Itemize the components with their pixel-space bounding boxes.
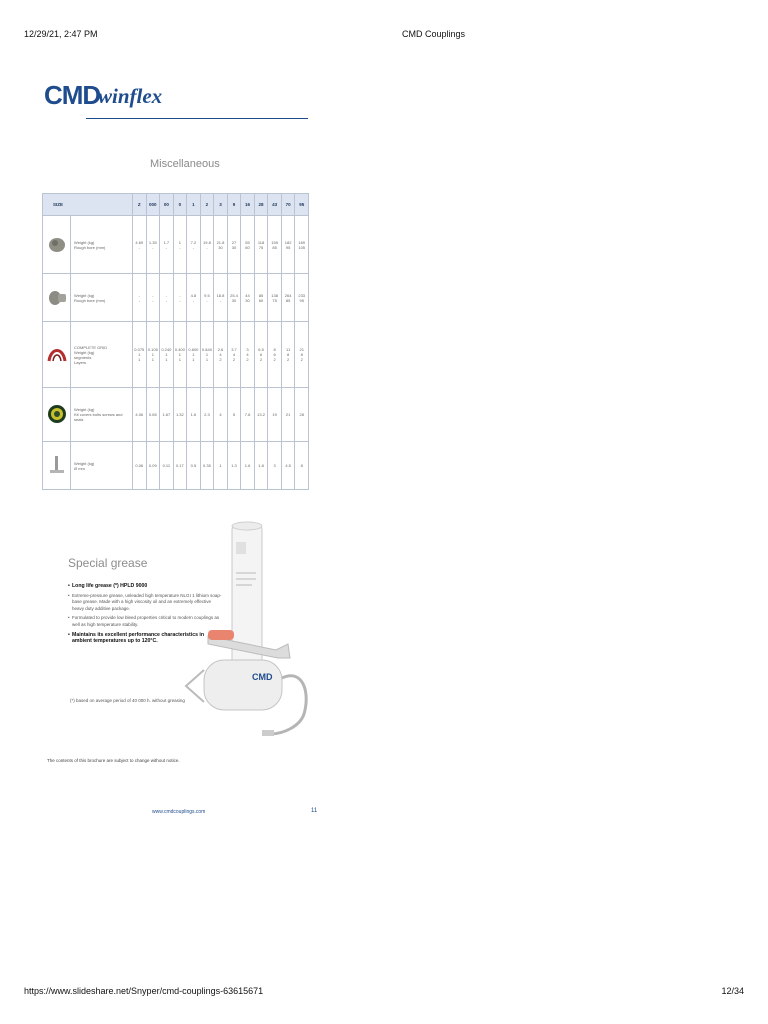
cell-value: 1.35: [148, 239, 157, 245]
gun-brand-label: CMD: [252, 672, 273, 682]
table-cell: [214, 388, 228, 442]
table-cell: [173, 442, 187, 490]
cell-value: 2: [287, 357, 290, 362]
cell-value: 233: [298, 292, 306, 298]
table-cell: [281, 388, 295, 442]
table-row: [43, 442, 309, 490]
cell-value: 1.6: [244, 463, 251, 468]
table-cell: [146, 322, 160, 388]
row-labels: [71, 322, 133, 388]
disclaimer: The contents of this brochure are subject to change without notice.: [47, 758, 180, 763]
cell-value: 85: [258, 292, 264, 298]
table-cell: [295, 274, 309, 322]
cell-value: 2.3: [204, 412, 210, 417]
table-cell: [214, 274, 228, 322]
cell-value: 3: [273, 463, 276, 468]
cell-value: -: [179, 292, 181, 298]
row-labels: [71, 388, 133, 442]
cell-value: 30: [231, 297, 237, 303]
cell-value: 4.06: [135, 412, 144, 417]
table-cell: [187, 274, 201, 322]
product-thumbnail: [43, 216, 71, 274]
cell-value: 27: [231, 239, 237, 245]
cell-value: 105: [298, 244, 306, 250]
cell-value: 11: [286, 347, 291, 352]
row-label: COMPLETE GRID: [74, 344, 108, 350]
cell-value: 138: [271, 292, 278, 298]
cell-value: 7.2: [190, 239, 197, 245]
table-cell: [241, 322, 255, 388]
table-cell: [146, 216, 160, 274]
table-header-row: [43, 194, 309, 216]
cell-value: 0.600: [188, 347, 199, 352]
table-cell: [281, 274, 295, 322]
table-cell: [160, 274, 174, 322]
table-cell: [281, 442, 295, 490]
cell-value: 182: [284, 239, 292, 245]
cell-value: 1.7: [163, 239, 170, 245]
cell-value: 0.09: [148, 463, 157, 468]
header-size-col: 28: [254, 194, 268, 216]
cell-value: -: [219, 297, 222, 303]
table-cell: [241, 216, 255, 274]
section-title: Miscellaneous: [150, 158, 220, 170]
table-cell: [214, 216, 228, 274]
table-row: [43, 388, 309, 442]
table-cell: [200, 274, 214, 322]
header-size-col: 16: [241, 194, 255, 216]
cell-value: 1: [165, 352, 168, 357]
grease-fitting-icon: [46, 454, 68, 476]
cell-value: 9.5: [204, 292, 210, 298]
cell-value: 85: [272, 244, 277, 250]
table-cell: [254, 274, 268, 322]
cell-value: 8: [287, 352, 290, 357]
table-cell: [227, 322, 241, 388]
table-cell: [173, 216, 187, 274]
table-cell: [187, 442, 201, 490]
row-label: Layers: [74, 359, 87, 365]
cell-value: 0.65: [148, 412, 157, 417]
print-page-count: 12/34: [721, 986, 744, 996]
cell-value: -: [206, 244, 208, 250]
cell-value: 1: [165, 357, 168, 362]
cell-value: 60: [245, 244, 250, 250]
row-label: Kit covers bolts screws and seals: [74, 412, 123, 422]
cell-value: 0.5: [190, 463, 197, 468]
table-cell: [254, 216, 268, 274]
table-cell: [187, 216, 201, 274]
cell-value: 0.075: [134, 347, 145, 352]
row-label: Weight (kg): [74, 239, 95, 245]
cell-value: 5: [232, 412, 236, 417]
cell-value: 0.11: [162, 463, 171, 468]
cell-value: 8: [300, 352, 303, 357]
table-cell: [281, 322, 295, 388]
cell-value: 1: [138, 352, 141, 357]
cell-value: 1.32: [175, 412, 184, 417]
row-label: Weight (kg): [74, 292, 95, 298]
cell-value: 169: [298, 239, 306, 245]
cell-value: 55: [245, 239, 250, 245]
header-size-col: Z: [133, 194, 147, 216]
table-cell: [200, 216, 214, 274]
product-thumbnail: [43, 442, 71, 490]
table-cell: [268, 216, 282, 274]
cell-value: 4: [219, 412, 222, 417]
specs-table: [42, 193, 309, 490]
cell-value: 7.8: [244, 412, 251, 417]
cell-value: -: [192, 244, 195, 250]
logo-divider: [86, 118, 308, 119]
table-cell: [227, 216, 241, 274]
cell-value: 1: [178, 357, 181, 362]
cell-value: 3: [246, 347, 249, 352]
product-thumbnail: [43, 274, 71, 322]
cell-value: -: [192, 297, 195, 303]
cell-value: 0.840: [201, 347, 212, 352]
row-label: Rough bore (mm): [74, 244, 106, 250]
table-cell: [268, 442, 282, 490]
cell-value: 18.8: [216, 292, 225, 298]
header-size-col: 70: [281, 194, 295, 216]
grid-spring-icon: [46, 343, 68, 365]
cell-value: -: [152, 244, 154, 250]
print-footer: [0, 986, 768, 998]
cell-value: 1.67: [162, 412, 171, 417]
grease-note: (*) based on average period of 40 000 h. without greasing: [70, 698, 185, 703]
cell-value: -: [179, 297, 181, 303]
table-cell: [268, 274, 282, 322]
cell-value: 13.2: [257, 412, 265, 417]
table-cell: [133, 274, 147, 322]
table-cell: [295, 442, 309, 490]
cell-value: 44: [245, 292, 250, 298]
gun-barrel-icon: [204, 660, 282, 710]
nozzle-grip-icon: [208, 630, 234, 640]
cell-value: 1: [151, 352, 154, 357]
table-cell: [200, 322, 214, 388]
cell-value: 30: [231, 244, 237, 250]
print-url-link[interactable]: https://www.slideshare.net/Snyper/cmd-couplings-63615671: [24, 986, 264, 996]
cell-value: 0.400: [174, 347, 185, 352]
cell-value: 118: [257, 239, 265, 245]
table-cell: [281, 216, 295, 274]
table-cell: [214, 442, 228, 490]
table-cell: [268, 322, 282, 388]
row-label: Rough bore (mm): [74, 297, 106, 303]
row-label: Ø mm: [74, 465, 85, 471]
row-labels: [71, 216, 133, 274]
product-thumbnail: [43, 388, 71, 442]
header-size-col: 1: [187, 194, 201, 216]
cell-value: 8: [273, 347, 276, 352]
cell-value: 0.240: [161, 347, 172, 352]
table-cell: [146, 274, 160, 322]
flanged-hub-icon: [46, 286, 68, 308]
doc-website-link[interactable]: www.cmdcouplings.com: [152, 809, 206, 815]
table-cell: [187, 322, 201, 388]
cell-value: -: [165, 297, 168, 303]
table-cell: [160, 388, 174, 442]
table-cell: [187, 388, 201, 442]
table-row: [43, 322, 309, 388]
cell-value: 1.6: [190, 412, 197, 417]
table-cell: [200, 442, 214, 490]
cell-value: 4: [232, 352, 236, 357]
logo-product: winflex: [98, 84, 163, 108]
header-size-col: 43: [268, 194, 282, 216]
cell-value: 0.06: [135, 463, 144, 468]
table-cell: [160, 442, 174, 490]
cell-value: 95: [285, 244, 291, 250]
cell-value: 75: [272, 297, 277, 303]
cell-value: 2: [259, 357, 263, 362]
print-datetime: 12/29/21, 2:47 PM: [24, 29, 98, 39]
header-size-col: 9: [227, 194, 241, 216]
cell-value: 2.6: [217, 347, 224, 352]
cell-value: 2: [246, 357, 249, 362]
cell-value: 19: [272, 412, 277, 417]
cell-value: 1: [178, 239, 181, 245]
table-cell: [133, 216, 147, 274]
grease-bullet: • Maintains its excellent performance characteristics in ambient temperatures up to 120°C.: [68, 632, 224, 645]
table-cell: [295, 388, 309, 442]
cell-value: 2: [219, 357, 222, 362]
table-cell: [173, 274, 187, 322]
table-cell: [295, 216, 309, 274]
table-cell: [241, 388, 255, 442]
table-cell: [227, 442, 241, 490]
cell-value: -: [165, 244, 168, 250]
row-label: Weight (kg): [74, 349, 95, 355]
cell-value: 1: [178, 352, 181, 357]
cover-kit-icon: [46, 403, 68, 425]
grease-bullet: • Long life grease (*) HPLD 9000: [68, 583, 224, 590]
cell-value: 30: [245, 297, 250, 303]
header-size: SIZE: [43, 194, 133, 216]
cell-value: -: [152, 297, 154, 303]
cell-value: 60: [258, 297, 264, 303]
row-label: segments: [74, 354, 92, 360]
cell-value: 159: [271, 239, 278, 245]
cell-value: 21: [285, 412, 291, 417]
row-labels: [71, 274, 133, 322]
table-cell: [133, 442, 147, 490]
cell-value: 4.8: [190, 292, 197, 298]
product-thumbnail: [43, 322, 71, 388]
cell-value: 3.7: [231, 347, 237, 352]
table-cell: [295, 322, 309, 388]
grease-bullet: • Extreme-pressure grease, unleaded high temperature NLGI 1 lithium soap-base grease. Made with a high viscosity oil and an extremely effective heavy duty additive package.: [68, 593, 224, 613]
cell-value: 6.5: [258, 347, 264, 352]
cell-value: 1: [219, 463, 222, 468]
cell-value: -: [138, 244, 140, 250]
header-size-col: 3: [214, 194, 228, 216]
cell-value: 25.4: [230, 292, 238, 298]
cell-value: 4: [219, 352, 222, 357]
cmd-winflex-logo: [44, 78, 164, 110]
cell-value: 6: [259, 352, 263, 357]
cell-value: 1: [205, 357, 209, 362]
cell-value: 1: [192, 357, 195, 362]
doc-page-number: 11: [311, 808, 318, 814]
table-cell: [268, 388, 282, 442]
hub-coupling-icon: [46, 233, 68, 255]
cell-value: 6: [273, 352, 276, 357]
header-size-col: 00: [160, 194, 174, 216]
cell-value: 85: [285, 297, 291, 303]
cell-value: 30: [218, 244, 223, 250]
table-cell: [173, 388, 187, 442]
table-cell: [160, 322, 174, 388]
cell-value: 95: [299, 297, 304, 303]
logo-brand: CMD: [44, 80, 101, 110]
grease-gun-image: [180, 518, 316, 742]
header-size-col: 95: [295, 194, 309, 216]
table-cell: [254, 388, 268, 442]
table-cell: [227, 274, 241, 322]
cell-value: 19.8: [203, 239, 211, 245]
cell-value: 4.69: [135, 239, 144, 245]
t-handle-icon: [186, 670, 204, 702]
table-cell: [200, 388, 214, 442]
cell-value: 2: [273, 357, 276, 362]
print-header: [0, 29, 768, 41]
table-cell: [146, 442, 160, 490]
cell-value: 21.8: [216, 239, 225, 245]
cell-value: -: [206, 297, 208, 303]
cell-value: 28: [299, 412, 304, 417]
row-label: Weight (kg): [74, 407, 95, 412]
cell-value: -: [152, 292, 154, 298]
cell-value: 4.5: [285, 463, 291, 468]
table-cell: [133, 322, 147, 388]
cell-value: 1: [205, 352, 209, 357]
cell-value: 4: [246, 352, 249, 357]
grease-bullet: • Formulated to provide low bleed properties critical to modern couplings as well as high temperature stability.: [68, 615, 224, 628]
table-cell: [160, 216, 174, 274]
table-cell: [214, 322, 228, 388]
cartridge-label-icon: [236, 542, 246, 554]
cell-value: 1: [151, 357, 154, 362]
cell-value: 0.17: [175, 463, 184, 468]
table-cell: [254, 322, 268, 388]
table-cell: [227, 388, 241, 442]
table-cell: [133, 388, 147, 442]
cell-value: 2: [300, 357, 303, 362]
table-cell: [254, 442, 268, 490]
cell-value: -: [179, 244, 181, 250]
header-size-col: 000: [146, 194, 160, 216]
cell-value: 8: [300, 463, 303, 468]
cell-value: 2: [232, 357, 236, 362]
cell-value: 0.105: [147, 347, 158, 352]
header-size-col: 0: [173, 194, 187, 216]
cell-value: 1.8: [258, 463, 264, 468]
print-page-title: CMD Couplings: [402, 29, 466, 39]
header-size-col: 2: [200, 194, 214, 216]
table-cell: [241, 442, 255, 490]
table-row: [43, 274, 309, 322]
row-label: Weight (kg): [74, 460, 95, 466]
cell-value: 75: [258, 244, 264, 250]
cell-value: 21: [299, 347, 304, 352]
cell-value: -: [138, 297, 140, 303]
table-cell: [173, 322, 187, 388]
grease-title: Special grease: [68, 556, 148, 570]
cell-value: 264: [284, 292, 292, 298]
cell-value: 1.3: [231, 463, 237, 468]
table-cell: [241, 274, 255, 322]
cell-value: 1: [192, 352, 195, 357]
cell-value: 0.35: [203, 463, 211, 468]
cell-value: 1: [138, 357, 141, 362]
row-labels: [71, 442, 133, 490]
table-cell: [146, 388, 160, 442]
cell-value: -: [138, 292, 140, 298]
table-row: [43, 216, 309, 274]
cell-value: -: [165, 292, 168, 298]
